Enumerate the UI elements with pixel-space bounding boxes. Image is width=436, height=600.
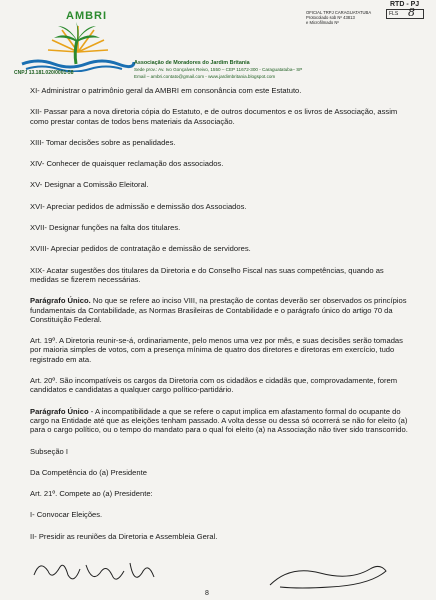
article-21: Art. 21º. Compete ao (a) Presidente: [30, 489, 153, 499]
paragraph-text: No que se refere ao inciso VIII, na prestação de contas deverão ser observados os princípios fundamentais da Contabilidade, as Normas Brasileiras de Contabilidade e o parágrafo único do artigo 70 da Constituição Federal. [30, 296, 407, 324]
association-address: Sede prov.: Av. Ivo Gonçalves Reivo, 1550 – CEP 11672-300 - Caraguatatuba– SP [134, 67, 303, 72]
item-xi: XI- Administrar o patrimônio geral da AMBRI em consonância com este Estatuto. [30, 86, 302, 95]
rtd-stamp: RTD - PJ [390, 1, 420, 8]
page-number: 8 [205, 590, 209, 597]
item-xix: XIX- Acatar sugestões dos titulares da Diretoria e do Conselho Fiscal nas suas competências, quando as medidas se fizerem necessárias. [30, 265, 384, 284]
item-xiii: XIII- Tomar decisões sobre as penalidades. [30, 137, 176, 147]
article-19: Art. 19º. A Diretoria reunir-se-á, ordinariamente, pelo menos uma vez por mês, e suas decisões serão tomadas por maioria simples de votos, com a presença mínima de quatro dos diretores e diretoras em exercício, tudo registrado em ata. [30, 336, 403, 364]
item-xvi: XVI- Apreciar pedidos de admissão e demissão dos Associados. [30, 201, 247, 211]
item-xv: XV- Designar a Comissão Eleitoral. [30, 180, 149, 190]
fls-label: FLS [389, 11, 399, 17]
item-ii: II- Presidir as reuniões da Diretoria e Assembleia Geral. [30, 531, 218, 541]
cnpj-text: CNPJ 13.181.020/0001-58 [14, 70, 74, 76]
ambri-logo [10, 4, 140, 74]
article-20: Art. 20º. São incompatíveis os cargos da Diretoria com os cidadãos e cidadãs que, comprovadamente, forem candidatos e candidatas a qualquer cargo político-partidário. [30, 376, 398, 395]
fls-box [386, 9, 424, 19]
stamp-line-3: e Microfilmado Nº [306, 20, 339, 25]
paragraph-label: Parágrafo Único [30, 406, 89, 416]
handwritten-signatures [30, 555, 410, 595]
paragraph-label: Parágrafo Único. [30, 296, 91, 306]
item-xii: XII- Passar para a nova diretoria cópia do Estatuto, e de outros documentos e os livros de Associação, assim como prestar contas de todos bens materiais da Associação. [30, 107, 398, 126]
paragraph-unico-2 [30, 407, 412, 435]
item-xiv: XIV- Conhecer de quaisquer reclamação dos associados. [30, 159, 224, 169]
logo-text: AMBRI [66, 10, 108, 22]
document-body [30, 86, 412, 541]
registry-stamp [306, 10, 371, 25]
item-i: I- Convocar Eleições. [30, 510, 103, 520]
stamp-line-1: OFICIAL TRPJ CARAGUATATUBA [306, 10, 372, 15]
palm-tree-icon [18, 18, 138, 72]
competence-title: Da Competência do (a) Presidente [30, 467, 147, 477]
association-email: Email – ambri.contato@gmail.com - www.jardimbritania.blogspot.com [134, 74, 276, 79]
stamp-line-2: Protocolado sob Nº 43813 [306, 15, 355, 20]
association-name: Associação de Moradores do Jardim Britania [134, 60, 250, 66]
paragraph-text: - A incompatibilidade a que se refere o caput implica em afastamento formal do ocupante do cargo na Entidade até que as eleições tenham passado. A volta desse ou dessa só ocorrerá se não for eleito (a) para o cargo político, ou o tempo do mandato para o qual foi eleito (a) na Associação não tiver sido transcorrido. [30, 406, 408, 435]
item-xviii: XVIII- Apreciar pedidos de contratação e demissão de servidores. [30, 244, 251, 254]
subsection-title: Subseção I [30, 446, 68, 456]
fls-number: 8 [408, 6, 415, 19]
paragraph-unico-1 [30, 296, 412, 324]
item-xvii: XVII- Designar funções na falta dos titulares. [30, 223, 181, 233]
